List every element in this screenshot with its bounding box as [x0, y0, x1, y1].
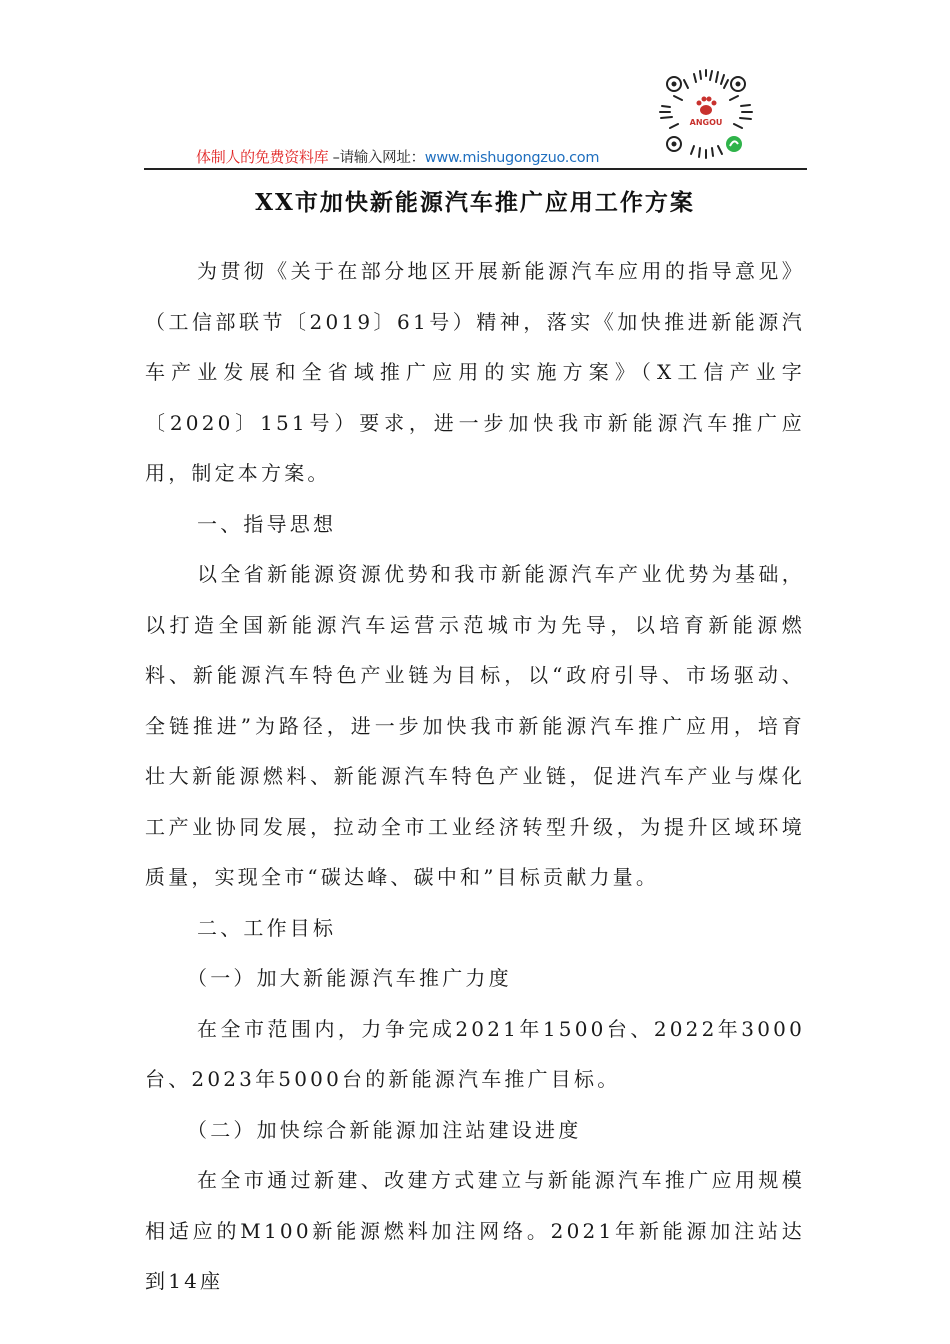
- paragraph-guiding-ideology: 以全省新能源资源优势和我市新能源汽车产业优势为基础，以打造全国新能源汽车运营示范城市为先导，以培育新能源燃料、新能源汽车特色产业链为目标，以“政府引导、市场驱动、全链推进”为路径，进一步加快我市新能源汽车推广应用，培育壮大新能源燃料、新能源汽车特色产业链，促进汽车产业与煤化工产业协同发展，拉动全市工业经济转型升级，为提升区域环境质量，实现全市“碳达峰、碳中和”目标贡献力量。: [145, 562, 805, 889]
- paragraph-promotion-targets: 在全市范围内，力争完成2021年1500台、2022年3000台、2023年5000台的新能源汽车推广目标。: [145, 1016, 805, 1091]
- subheading-promotion: （一）加大新能源汽车推广力度: [187, 966, 512, 990]
- header-divider: [144, 168, 807, 170]
- header-banner: [196, 146, 599, 167]
- paragraph-intro: 为贯彻《关于在部分地区开展新能源汽车应用的指导意见》（工信部联节〔2019〕61号）精神，落实《加快推进新能源汽车产业发展和全省域推广应用的实施方案》（X工信产业字〔2020〕151号）要求，进一步加快我市新能源汽车推广应用，制定本方案。: [145, 259, 805, 485]
- qr-code-icon: [656, 66, 756, 162]
- section-heading-guiding-ideology: 一、指导思想: [197, 511, 337, 536]
- paragraph-refueling-stations: 在全市通过新建、改建方式建立与新能源汽车推广应用规模相适应的M100新能源燃料加注网络。2021年新能源加注站达到14座: [145, 1168, 805, 1293]
- paw-logo-icon: [697, 97, 717, 116]
- document-body: [145, 246, 805, 1307]
- mini-program-badge-icon: [726, 136, 742, 152]
- site-name: 体制人的免费资料库: [196, 148, 329, 166]
- site-url-link[interactable]: www.mishugongzuo.com: [424, 150, 600, 166]
- section-heading-work-goals: 二、工作目标: [197, 915, 337, 940]
- page-header: [144, 60, 807, 170]
- svg-text:ANGOU: ANGOU: [689, 118, 723, 127]
- subheading-refueling-stations: （二）加快综合新能源加注站建设进度: [187, 1117, 582, 1142]
- document-title: XX市加快新能源汽车推广应用工作方案: [255, 189, 695, 216]
- url-prompt: –请输入网址：: [328, 150, 425, 166]
